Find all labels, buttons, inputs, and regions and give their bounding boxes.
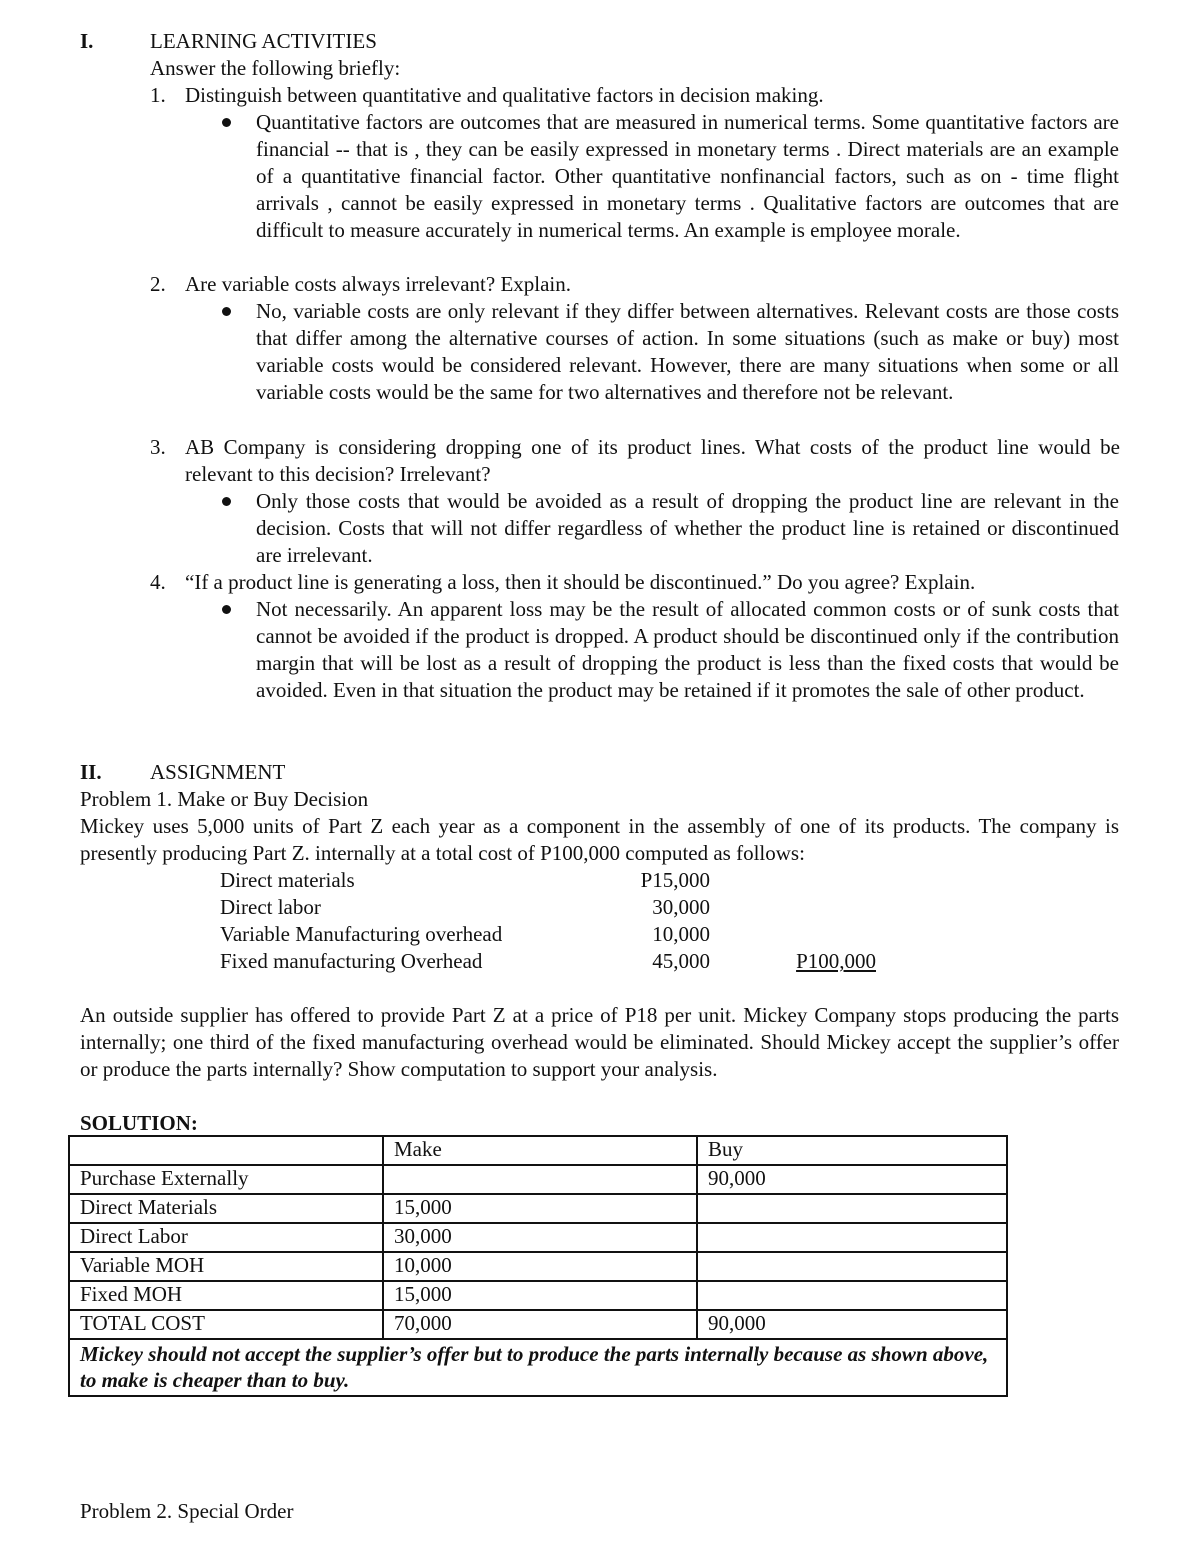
question-number: 4. [150, 570, 166, 594]
table-row [69, 1194, 1007, 1223]
row-make: 30,000 [383, 1223, 697, 1252]
question-2 [150, 271, 1120, 298]
cost-label: Variable Manufacturing overhead [220, 922, 503, 946]
row-make: 10,000 [383, 1252, 697, 1281]
table-conclusion-row [69, 1339, 1007, 1396]
answer-3: Only those costs that would be avoided as a result of dropping the product line are relevant in the decision. Costs that will not differ regardless of whether the product line is retained or discontinued are irrelevant. [256, 489, 1119, 567]
question-number: 3. [150, 435, 166, 459]
table-row [69, 1165, 1007, 1194]
table-row [69, 1281, 1007, 1310]
cost-label: Direct materials [220, 868, 355, 892]
row-label: Purchase Externally [69, 1165, 383, 1194]
row-buy [697, 1194, 1007, 1223]
cost-row [220, 867, 880, 894]
cost-row [220, 948, 880, 975]
question-number: 1. [150, 83, 166, 107]
answer-2: No, variable costs are only relevant if they differ between alternatives. Relevant costs are those costs that differ among the alternative courses of action. In some situations (such as make or buy) most variable costs would be considered relevant. However, there are many situations when some or all variable costs would be the same for two alternatives and therefore not be relevant. [256, 299, 1119, 404]
table-row-total [69, 1310, 1007, 1339]
table-row [69, 1223, 1007, 1252]
row-label: Fixed MOH [69, 1281, 383, 1310]
solution-label: SOLUTION: [80, 1111, 198, 1135]
row-label: Direct Labor [69, 1223, 383, 1252]
question-text: Are variable costs always irrelevant? Explain. [185, 272, 572, 296]
table-row [69, 1252, 1007, 1281]
cost-amount: 45,000 [652, 949, 710, 973]
row-make: 15,000 [383, 1281, 697, 1310]
problem-1-title: Problem 1. Make or Buy Decision [80, 787, 369, 811]
cost-total: P100,000 [796, 949, 876, 973]
question-text: Distinguish between quantitative and qualitative factors in decision making. [185, 83, 824, 107]
row-buy [697, 1223, 1007, 1252]
question-number: 2. [150, 272, 166, 296]
row-buy [697, 1252, 1007, 1281]
answer-1: Quantitative factors are outcomes that are measured in numerical terms. Some quantitative factors are financial -- that is , they can be easily expressed in monetary terms . Direct materials are an example of a quantitative financial factor. Other quantitative nonfinancial factors, such as on - time flight arrivals , cannot be easily expressed in monetary terms . Qualitative factors are outcomes that are difficult to measure accurately in numerical terms. An example is employee morale. [256, 110, 1119, 242]
bullet-icon [222, 497, 231, 506]
cost-amount: P15,000 [640, 868, 710, 892]
question-3 [150, 434, 1120, 488]
cost-row [220, 894, 880, 921]
answer-4: Not necessarily. An apparent loss may be the result of allocated common costs or of sunk costs that cannot be avoided if the product is dropped. A product should be discontinued only if the contribution margin that will be lost as a result of dropping the product is less than the fixed costs that would be avoided. Even in that situation the product may be retained if it promotes the sale of other product. [256, 597, 1119, 702]
conclusion-text: Mickey should not accept the supplier’s offer but to produce the parts internally because as shown above, to make is cheaper than to buy. [69, 1339, 1007, 1396]
cost-label: Direct labor [220, 895, 321, 919]
section-2-title: ASSIGNMENT [150, 760, 286, 784]
row-make: 70,000 [383, 1310, 697, 1339]
row-buy: 90,000 [697, 1310, 1007, 1339]
question-4 [150, 569, 1120, 596]
bullet-icon [222, 307, 231, 316]
table-header-cell [69, 1136, 383, 1165]
row-label: Variable MOH [69, 1252, 383, 1281]
section-1-title: LEARNING ACTIVITIES [150, 29, 377, 53]
cost-amount: 10,000 [652, 922, 710, 946]
section-1-instruction: Answer the following briefly: [150, 56, 401, 80]
table-header-row [69, 1136, 1007, 1165]
cost-row [220, 921, 880, 948]
row-make [383, 1165, 697, 1194]
row-label: TOTAL COST [69, 1310, 383, 1339]
row-make: 15,000 [383, 1194, 697, 1223]
solution-table [68, 1135, 1008, 1397]
cost-amount: 30,000 [652, 895, 710, 919]
bullet-icon [222, 605, 231, 614]
section-2-number: II. [80, 760, 102, 784]
question-text: “If a product line is generating a loss, then it should be discontinued.” Do you agree? Explain. [185, 570, 976, 594]
table-header-make: Make [383, 1136, 697, 1165]
row-buy: 90,000 [697, 1165, 1007, 1194]
section-1-number: I. [80, 29, 94, 53]
row-buy [697, 1281, 1007, 1310]
question-text: AB Company is considering dropping one of its product lines. What costs of the product line would be relevant to this decision? Irrelevant? [185, 435, 1120, 486]
question-1 [150, 82, 1120, 109]
table-header-buy: Buy [697, 1136, 1007, 1165]
problem-2-title: Problem 2. Special Order [80, 1499, 294, 1523]
row-label: Direct Materials [69, 1194, 383, 1223]
cost-label: Fixed manufacturing Overhead [220, 949, 483, 973]
problem-1-intro: Mickey uses 5,000 units of Part Z each year as a component in the assembly of one of its products. The company is presently producing Part Z. internally at a total cost of P100,000 computed as follows: [80, 814, 1119, 865]
problem-1-body: An outside supplier has offered to provide Part Z at a price of P18 per unit. Mickey Company stops producing the parts internally; one third of the fixed manufacturing overhead would be eliminated. Should Mickey accept the supplier’s offer or produce the parts internally? Show computation to support your analysis. [80, 1003, 1119, 1081]
bullet-icon [222, 118, 231, 127]
